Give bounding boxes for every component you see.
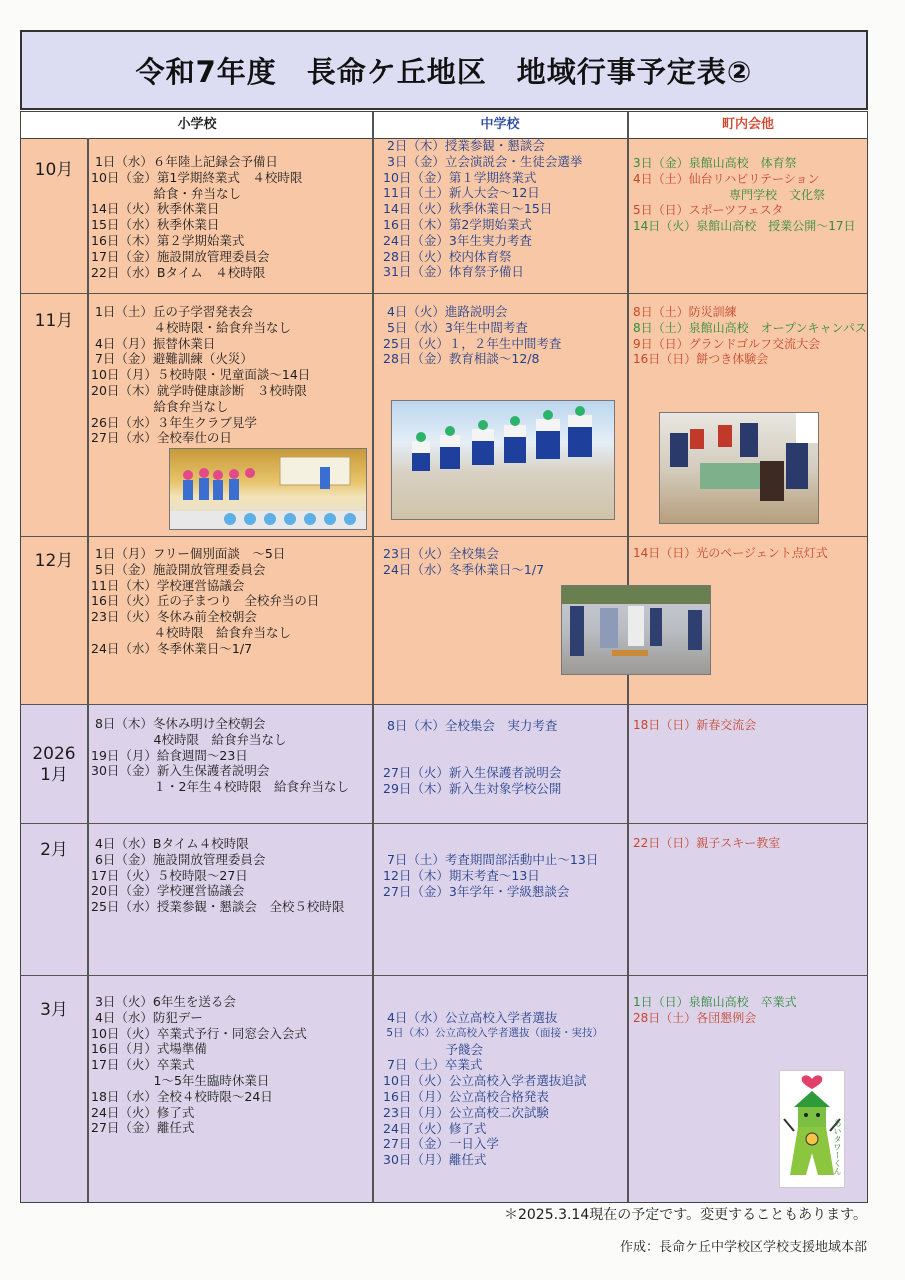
event-line: 27日（火）新入生保護者説明会 [383,765,562,780]
event-line: 20日（金）学校運営協議会 [91,883,245,899]
event-line: 11日（土）新人大会～12日 [383,185,540,201]
event-line: 14日（火）泉館山高校 授業公開～17日 [633,219,856,234]
header-junior-high: 中学校 [373,112,627,139]
event-line: 給食・弁当なし [91,185,242,201]
event-line: 4校時限 給食弁当なし [91,731,287,747]
event-line: 10日（月）５校時限・児童面談～14日 [91,367,311,383]
event-line: 17日（火）卒業式 [91,1057,195,1073]
event-line: 4日（水）防犯デー [91,1009,203,1025]
event-line: 14日（火）秋季休業日～15日 [383,201,553,217]
event-line: 29日（木）新入生対象学校公開 [383,780,562,796]
event-line: 5日（木）公立高校入学者選抜（面接・実技） [383,1026,604,1039]
event-line: 1日（日）泉館山高校 卒業式 [633,995,797,1009]
event-line: 23日（火）全校集会 [383,546,499,561]
divider-month [87,138,89,1202]
event-line: 4日（火）進路説明会 [383,304,508,319]
header-elementary: 小学校 [21,112,373,139]
event-line: 27日（金）一日入学 [383,1136,499,1152]
event-line: 24日（水）冬季休業日～1/7 [383,561,545,577]
event-line: 31日（金）体育祭予備日 [383,264,524,280]
event-line: 10日（金）第１学期終業式 [383,169,537,185]
event-line: １・2年生４校時限 給食弁当なし [91,779,349,795]
jan-junior-high-events-b [383,765,561,797]
mar-elementary-events [91,994,307,1136]
dec-junior-high-events [383,546,544,578]
oct-elementary-events [91,154,302,280]
event-line: 10日（火）公立高校入学者選抜追試 [383,1073,587,1089]
event-line: 16日（木）第2学期始業式 [383,216,532,232]
event-line: 8日（土）防災訓練 [633,305,737,319]
jan-community-events [633,718,756,734]
event-line: 8日（土）泉館山高校 オープンキャンパス [633,320,867,335]
event-line: 11日（木）学校運営協議会 [91,577,245,593]
event-line: 18日（水）全校４校時限～24日 [91,1088,273,1104]
event-line: 22日（日）親子スキー教室 [633,836,781,850]
event-line: 25日（火）１，２年生中間考査 [383,335,562,351]
month-december: 12月 [34,551,74,571]
event-line: 27日（金）3年学年・学級懇談会 [383,883,570,899]
feb-junior-high-events [383,852,598,899]
event-line: 16日（木）第２学期始業式 [91,232,245,248]
event-line: 8日（木）全校集会 実力考査 [383,718,558,733]
nov-junior-high-events [383,304,561,367]
footnote: ＊2025.3.14現在の予定です。変更することもあります。 [503,1207,867,1223]
event-line: 4日（水）Bタイム４校時限 [91,836,249,851]
event-line: 予餞会 [383,1041,484,1057]
event-line: 28日（火）校内体育祭 [383,248,512,264]
event-line: 23日（火）冬休み前全校朝会 [91,609,257,625]
event-line: 24日（火）修了式 [91,1104,195,1120]
nov-community-events [633,305,867,368]
event-line: 16日（火）丘の子まつり 全校弁当の日 [91,593,320,609]
jan-elementary-events [91,716,349,795]
author-credit: 作成：長命ケ丘中学校区学校支援地域本部 [619,1240,867,1255]
oct-junior-high-events [383,138,582,280]
event-line: 1日（土）丘の子学習発表会 [91,304,253,319]
jan-junior-high-events-a [383,718,557,734]
event-line: 7日（土）考査期間部活動中止～13日 [383,852,599,867]
presentation-photo [169,448,367,530]
event-line: 15日（水）秋季休業日 [91,217,220,233]
header-community: 町内会他 [627,112,868,139]
mascot-aitower [779,1070,845,1188]
event-line: 27日（水）全校奉仕の日 [91,430,232,446]
event-line: 17日（金）施設開放管理委員会 [91,248,270,264]
mar-community-events [633,995,797,1027]
event-line: 24日（水）冬季休業日～1/7 [91,640,253,656]
event-line: 3日（金）泉館山高校 体育祭 [633,156,797,170]
event-line: 5日（日）スポーツフェスタ [633,203,784,218]
event-line: ４校時限 給食弁当なし [91,624,292,640]
cleanup-volunteers-photo [561,585,711,675]
event-line: 23日（月）公立高校二次試験 [383,1104,549,1120]
event-line: 5日（水）3年生中間考査 [383,319,528,335]
event-line: 25日（水）授業参観・懇談会 全校５校時限 [91,899,345,915]
event-line: 4日（土）仙台リハビリテーション [633,171,820,186]
title-box [20,30,868,110]
event-line: 30日（月）離任式 [383,1152,487,1168]
month-february: 2月 [40,840,68,860]
event-line: 16日（月）公立高校合格発表 [383,1088,549,1104]
event-line: 9日（日）グランドゴルフ交流大会 [633,336,821,351]
event-line: ４校時限・給食弁当なし [91,319,292,335]
event-line: 16日（月）式場準備 [91,1041,207,1057]
month-january-year: 2026 [32,744,76,764]
event-line: 30日（金）新入生保護者説明会 [91,763,270,779]
event-line: 1～5年生臨時休業日 [91,1072,270,1088]
event-line: 14日（火）秋季休業日 [91,201,220,217]
schedule-table [20,111,868,1203]
event-line: 5日（金）施設開放管理委員会 [91,561,266,577]
event-line: 10日（金）第1学期終業式 ４校時限 [91,169,303,185]
divider-es-ms [372,112,374,1202]
month-march: 3月 [40,1000,68,1020]
month-november: 11月 [34,311,74,331]
event-line: 24日（金）3年生実力考査 [383,232,532,248]
event-line: 27日（金）離任式 [91,1120,195,1136]
dec-community-events [633,546,828,562]
mar-junior-high-events [383,1010,603,1168]
event-line: 16日（日）餅つき体験会 [633,352,769,367]
month-october: 10月 [34,160,74,180]
event-line: 20日（木）就学時健康診断 ３校時限 [91,382,307,398]
event-line: 3日（火）6年生を送る会 [91,994,236,1009]
event-line: 7日（金）避難訓練（火災） [91,351,253,367]
event-line: 12日（木）期末考査～13日 [383,867,540,883]
event-line: 7日（土）卒業式 [383,1057,483,1073]
event-line: 専門学校 文化祭 [633,187,826,202]
event-line: 10日（火）卒業式予行・同窓会入会式 [91,1025,307,1041]
event-line: 22日（水）Bタイム ４校時限 [91,264,266,280]
event-line: 18日（日）新春交流会 [633,718,757,732]
mascot-label: あいタワーくん [833,1119,842,1175]
page-title: 令和7年度 長命ケ丘地区 地域行事予定表② [135,54,753,89]
event-line: 24日（火）修了式 [383,1120,487,1136]
event-line: 17日（火）５校時限～27日 [91,867,248,883]
event-line: 14日（日）光のページェント点灯式 [633,546,828,560]
event-line: 1日（水）６年陸上記録会予備日 [91,154,278,169]
event-line: 28日（土）各団懇例会 [633,1010,757,1025]
mochi-making-photo [659,412,819,524]
nov-elementary-events [91,304,310,446]
event-line: 19日（月）給食週間～23日 [91,747,248,763]
event-line: 26日（水）３年生クラブ見学 [91,414,257,430]
feb-elementary-events [91,836,344,915]
event-line: 4日（水）公立高校入学者選抜 [383,1010,558,1025]
month-january: 1月 [40,765,68,785]
event-line: 給食弁当なし [91,398,229,414]
dec-elementary-events [91,546,319,657]
event-line: 4日（月）振替休業日 [91,335,216,351]
event-line: 2日（木）授業参観・懇談会 [383,138,545,153]
event-line: 8日（木）冬休み明け全校朝会 [91,716,266,731]
event-line: 28日（金）教育相談～12/8 [383,351,540,367]
feb-community-events [633,836,780,852]
event-line: 3日（金）立会演説会・生徒会選挙 [383,153,583,169]
sports-festival-photo [391,400,615,520]
event-line: 6日（金）施設開放管理委員会 [91,851,266,867]
event-line: 1日（月）フリー個別面談 ～5日 [91,546,286,561]
oct-community-events [633,156,856,235]
